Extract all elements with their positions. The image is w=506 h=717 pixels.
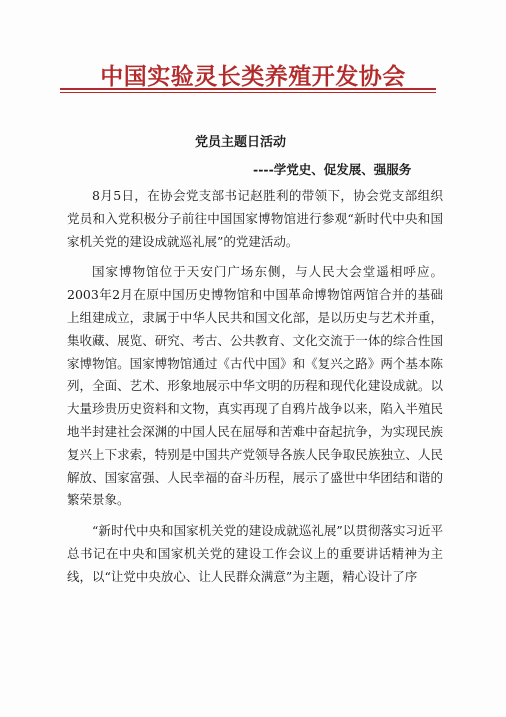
letterhead-org-name: 中国实验灵长类养殖开发协会 (100, 64, 406, 90)
body-paragraph: “新时代中央和国家机关党的建设成就巡礼展”以贯彻落实习近平总书记在中央和国家机关党的建设工作会议上的重要讲话精神为主线，以“让党中央放心、让人民群众满意”为主题，精心设计了序 (67, 523, 443, 584)
document-body (67, 185, 443, 597)
body-paragraph: 8月5日，在协会党支部书记赵胜利的带领下，协会党支部组织党员和入党积极分子前往中国国家博物馆进行参观“新时代中央和国家机关党的建设成就巡礼展”的党建活动。 (67, 188, 443, 249)
document-title: 党员主题日活动 (195, 135, 287, 150)
body-paragraph: 国家博物馆位于天安门广场东侧，与人民大会堂遥相呼应。2003年2月在原中国历史博物馆和中国革命博物馆两馆合并的基础上组建成立，隶属于中华人民共和国文化部，是以历史与艺术并重，集收藏、展览、研究、考古、公共教育、文化交流于一体的综合性国家博物馆。国家博物馆通过《古代中国》和《复兴之路》两个基本陈列，全面、艺术、形象地展示中华文明的历程和现代化建设成就。以大量珍贵历史资料和文物，真实再现了自鸦片战争以来，陷入半殖民地半封建社会深渊的中国人民在屈辱和苦难中奋起抗争，为实现民族复兴上下求索，特别是中国共产党领导各族人民争取民族独立、人民解放、国家富强、人民幸福的奋斗历程，展示了盛世中华团结和谐的繁荣景象。 (67, 264, 443, 508)
document-subtitle: ----学党史、促发展、强服务 (253, 162, 412, 177)
letterhead-rule-thick (60, 88, 436, 90)
letterhead-rule-thin (60, 92, 436, 93)
